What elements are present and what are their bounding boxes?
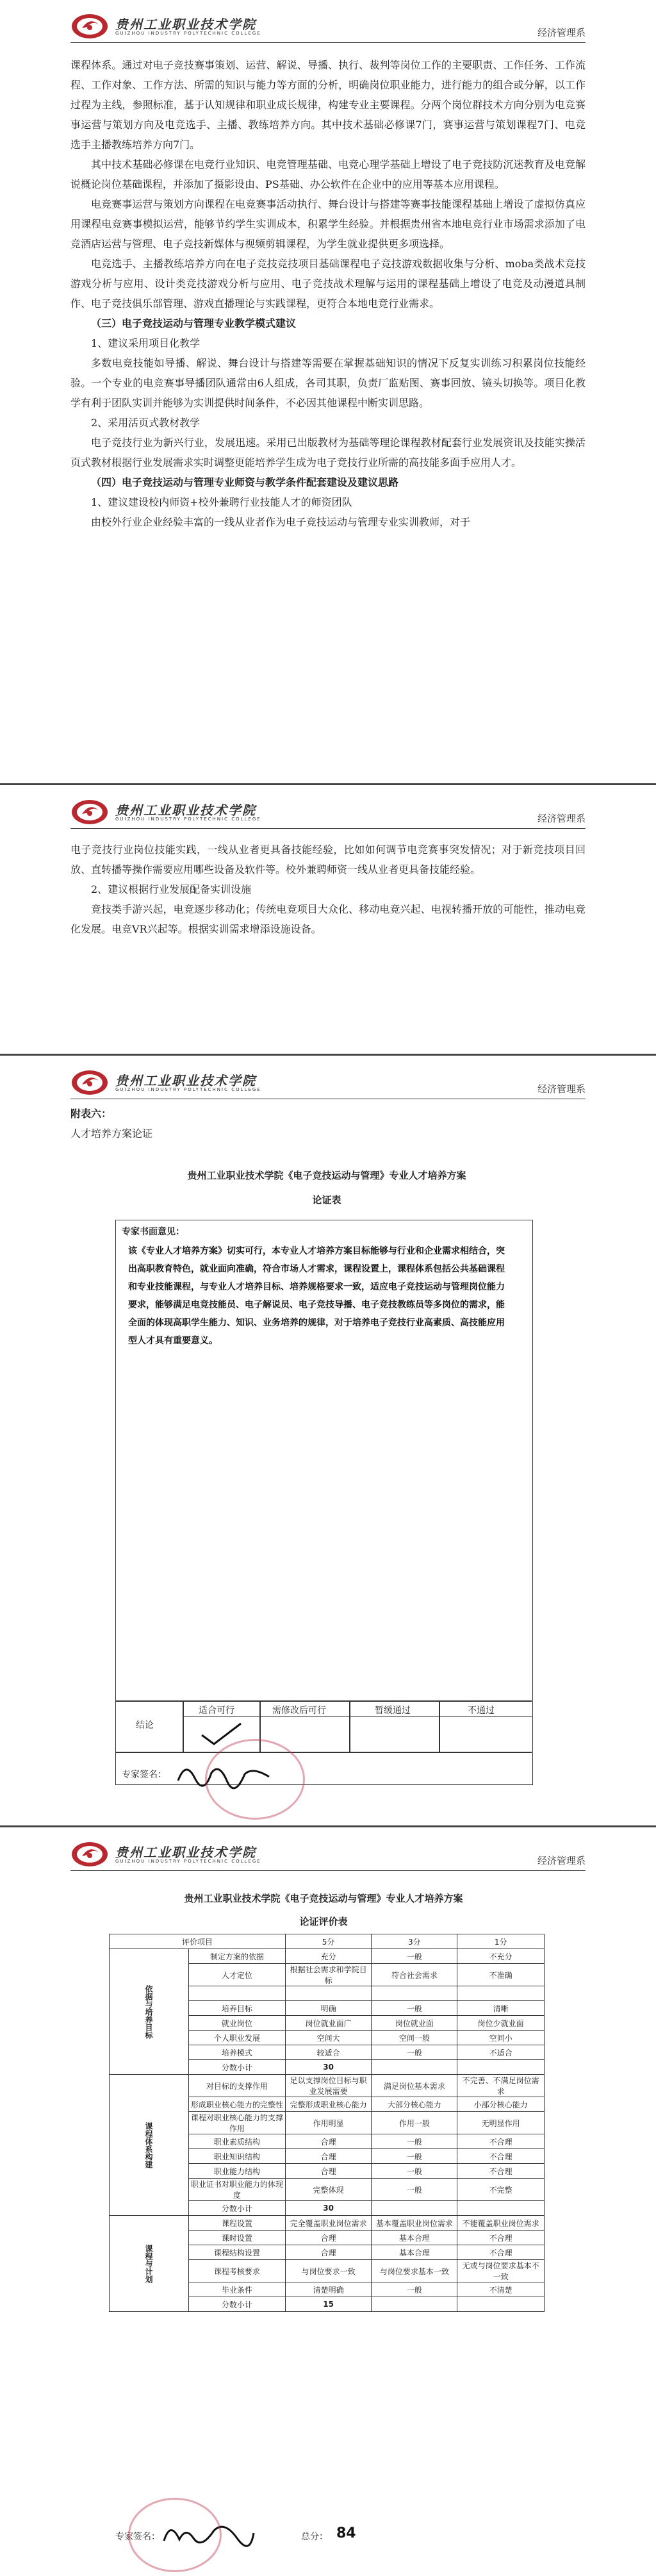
expert-sign-label: 专家签名：: [122, 1770, 167, 1780]
table-cell: 大部分核心能力: [372, 2097, 457, 2112]
table-cell: 课时设置: [189, 2231, 286, 2245]
item-heading: 2、采用活页式教材教学: [91, 417, 201, 429]
item-heading: 2、建议根据行业发展配备实训设施: [91, 883, 252, 895]
paragraph: 多数电竞技能如导播、解说、舞台设计与搭建等需要在掌握基础知识的情况下反复实训练习积累岗位技能经验。一个专业的电竞赛事导播团队通常由6人组成，各司其职，负责厂监贴图、赛事回放、镜头切换等。项目化教学有利于团队实训并能够为实训提供时间条件，不必因其他课程中断实训思路。: [70, 357, 586, 409]
table-cell: 人才定位: [189, 1964, 286, 1986]
table-cell: 不充分: [457, 1949, 545, 1964]
table-cell: 一般: [372, 2001, 457, 2016]
table-cell: [457, 2201, 545, 2216]
table-cell: 完全覆盖职业岗位需求: [285, 2216, 372, 2231]
row-divider: [115, 1700, 532, 1702]
table-cell: 合理: [285, 2164, 372, 2179]
table-cell: 作用一般: [372, 2112, 457, 2134]
section-heading: （四）电子竞技运动与管理专业师资与教学条件配套建设及建议思路: [91, 476, 399, 488]
table-cell: 不准确: [457, 1964, 545, 1986]
table-cell: 不清楚: [457, 2282, 545, 2297]
table-cell: 毕业条件: [189, 2282, 286, 2297]
form-title: 贵州工业职业技术学院《电子竞技运动与管理》专业人才培养方案: [184, 1893, 463, 1904]
item-heading: 1、建议建设校内师资+校外兼聘行业技能人才的师资团队: [91, 496, 352, 508]
school-name: 贵州工业职业技术学院: [115, 1845, 256, 1860]
table-cell: 不合理: [457, 2149, 545, 2164]
official-seal: [128, 2498, 222, 2572]
document-page-1: [0, 0, 656, 782]
table-cell: 基本合理: [372, 2245, 457, 2260]
option-postpone: 暂缓通过: [375, 1706, 411, 1716]
table-cell: 完整形成职业核心能力: [285, 2097, 372, 2112]
table-cell: 不合理: [457, 2245, 545, 2260]
page-body: [70, 840, 586, 939]
table-cell: 形成职业核心能力的完整性: [189, 2097, 286, 2112]
table-cell: 合理: [285, 2149, 372, 2164]
table-cell: 职业知识结构: [189, 2149, 286, 2164]
header-cell: 评价项目: [110, 1934, 286, 1949]
table-cell: 不完整: [457, 2179, 545, 2201]
department-label: 经济管理系: [537, 27, 586, 38]
table-cell: 课程考核要求: [189, 2260, 286, 2282]
table-cell: [372, 2201, 457, 2216]
table-cell: 清晰: [457, 2001, 545, 2016]
table-cell: 清楚明确: [285, 2282, 372, 2297]
department-label: 经济管理系: [537, 1855, 586, 1866]
table-cell: 不合理: [457, 2134, 545, 2149]
option-feasible: 适合可行: [199, 1706, 234, 1716]
table-cell: 与岗位要求一致: [285, 2260, 372, 2282]
table-cell: 岗位少就业面: [457, 2016, 545, 2031]
table-cell: 不能覆盖职业岗位需求: [457, 2216, 545, 2231]
table-cell: 合理: [285, 2245, 372, 2260]
col-divider: [183, 1700, 184, 1752]
header-cell: 1分: [457, 1934, 545, 1949]
school-name: 贵州工业职业技术学院: [115, 802, 256, 818]
form-title: 贵州工业职业技术学院《电子竞技运动与管理》专业人才培养方案: [187, 1170, 466, 1181]
total-score: 84: [336, 2525, 356, 2541]
table-cell: 岗位就业面: [372, 2016, 457, 2031]
table-cell: 职业素质结构: [189, 2134, 286, 2149]
paragraph: 竞技类手游兴起，电竞逐步移动化；传统电竞项目大众化、移动电竞兴起、电视转播开放的可能性，推动电竞化发展。电竞VR兴起等。根据实训需求增添设施设备。: [70, 903, 586, 935]
group-cell: 课程与计划: [110, 2216, 189, 2312]
paragraph: 课程体系。通过对电子竞技赛事策划、运营、解说、导播、执行、裁判等岗位工作的主要职责、工作任务、工作流程、工作对象、工作方法、所需的知识与能力等方面的分析，明确岗位职业能力，进行能力的组合或分解，以工作过程为主线，参照标准，基于认知规律和职业成长规律，构建专业主要课程。分两个岗位群技术方向分别为电竞赛事运营与策划方向及电竞选手、主播、教练培养方向。其中技术基础必修课7门，赛事运营与策划课程7门、电竞选手主播教练培养方向7门。: [70, 59, 586, 151]
option-reject: 不通过: [468, 1706, 495, 1716]
table-row: [110, 1949, 545, 1964]
page-body: [70, 1104, 586, 1143]
paragraph: 电子竞技行业为新兴行业，发展迅速。采用已出版教材为基础等理论课程教材配套行业发展资讯及技能实操活页式教材根据行业发展需求实时调整更能培养学生成为电子竞技行业所需的高技能多面手应用人才。: [70, 436, 586, 469]
header-cell: 3分: [372, 1934, 457, 1949]
table-cell: 较适合: [285, 2045, 372, 2060]
subtotal-label: 分数小计: [189, 2060, 286, 2075]
page-divider: [0, 783, 656, 785]
table-cell: 不完善、不满足岗位需求: [457, 2075, 545, 2097]
table-cell: 满足岗位基本需求: [372, 2075, 457, 2097]
table-header-row: [110, 1934, 545, 1949]
table-cell: 一般: [372, 2149, 457, 2164]
table-cell: 对目标的支撑作用: [189, 2075, 286, 2097]
table-cell: 足以支撑岗位目标与职业发展需要: [285, 2075, 372, 2097]
page-divider: [0, 1825, 656, 1827]
paragraph: 电竞选手、主播教练培养方向在电子竞技竞技项目基础课程电子竞技游戏数据收集与分析、moba类战术竞技游戏分析与应用、设计类竞技游戏分析与应用、电子竞技战术理解与运用的课程基础上增设了电竞及动漫道具制作、电子竞技俱乐部管理、游戏直播理论与实践课程，更符合本地电竞行业需求。: [70, 258, 586, 310]
paragraph: 由校外行业企业经验丰富的一线从业者作为电子竞技运动与管理专业实训教师，对于: [91, 516, 471, 528]
table-cell: 一般: [372, 2179, 457, 2201]
department-label: 经济管理系: [537, 813, 586, 824]
table-cell: 基本覆盖职业岗位需求: [372, 2216, 457, 2231]
section-heading: （三）电子竞技运动与管理专业教学模式建议: [91, 317, 297, 329]
table-cell: 与岗位要求基本一致: [372, 2260, 457, 2282]
school-name-en: GUIZHOU INDUSTRY POLYTECHNIC COLLEGE: [115, 817, 261, 822]
subtotal-label: 分数小计: [189, 2297, 286, 2312]
scanned-form: [102, 1162, 551, 1816]
table-cell: 无或与岗位要求基本不一致: [457, 2260, 545, 2282]
school-name-en: GUIZHOU INDUSTRY POLYTECHNIC COLLEGE: [115, 1087, 261, 1092]
page-header: [70, 796, 586, 829]
official-seal: [205, 1739, 305, 1820]
school-name: 贵州工业职业技术学院: [115, 1073, 256, 1088]
table-cell: 制定方案的依据: [189, 1949, 286, 1964]
table-cell: 职业证书对职业能力的体现度: [189, 2179, 286, 2201]
table-row: [110, 2075, 545, 2097]
school-logo-icon: [70, 1841, 109, 1868]
table-cell: 一般: [372, 2164, 457, 2179]
table-cell: [457, 2060, 545, 2075]
row-divider: [183, 1716, 532, 1717]
page-body: [70, 55, 586, 532]
table-cell: 职业能力结构: [189, 2164, 286, 2179]
school-logo-icon: [70, 13, 109, 40]
table-cell: [372, 1986, 457, 2001]
document-page-2: [0, 786, 656, 1055]
table-cell: 培养目标: [189, 2001, 286, 2016]
table-cell: 一般: [372, 1949, 457, 1964]
page-header: [70, 1838, 586, 1871]
table-cell: 不合理: [457, 2164, 545, 2179]
item-heading: 1、建议采用项目化教学: [91, 337, 201, 349]
table-cell: 课程对职业核心能力的支撑作用: [189, 2112, 286, 2134]
table-cell: [189, 1986, 286, 2001]
table-cell: 空间大: [285, 2031, 372, 2045]
table-cell: 一般: [372, 2134, 457, 2149]
paragraph: 电竞赛事运营与策划方向课程在电竞赛事活动执行、舞台设计与搭建等赛事技能课程基础上增设了虚拟仿真应用课程电竞赛事模拟运营，能够节约学生实训成本，积累学生经验。并根据贵州省本地电竞行业市场需求添加了电竞酒店运营与管理、电子竞技新媒体与视频剪辑课程，为学生就业提供更多项选择。: [70, 198, 586, 250]
table-cell: 基本合理: [372, 2231, 457, 2245]
school-name-en: GUIZHOU INDUSTRY POLYTECHNIC COLLEGE: [115, 1859, 261, 1864]
conclusion-label: 结论: [136, 1720, 154, 1731]
table-cell: 不适合: [457, 2045, 545, 2060]
table-cell: 个人职业发展: [189, 2031, 286, 2045]
table-cell: [372, 2297, 457, 2312]
table-cell: 充分: [285, 1949, 372, 1964]
table-cell: 小部分核心能力: [457, 2097, 545, 2112]
option-revise: 需修改后可行: [272, 1706, 326, 1716]
page-divider: [0, 1054, 656, 1056]
table-cell: 就业岗位: [189, 2016, 286, 2031]
school-logo-icon: [70, 799, 109, 826]
table-cell: 作用明显: [285, 2112, 372, 2134]
table-cell: 符合社会需求: [372, 1964, 457, 1986]
evaluation-table: [109, 1934, 545, 2312]
paragraph: 其中技术基础必修课在电竞行业知识、电竞管理基础、电竞心理学基础上增设了电子竞技防沉迷教育及电竞解说概论岗位基础课程，并添加了摄影设由、PS基础、办公软件在企业中的应用等基本应用课程。: [70, 158, 586, 190]
subtotal-value: 15: [285, 2297, 372, 2312]
subtotal-value: 30: [285, 2060, 372, 2075]
table-cell: 一般: [372, 2045, 457, 2060]
table-cell: 岗位就业面广: [285, 2016, 372, 2031]
document-page-3: [0, 1056, 656, 1825]
appendix-subtitle: 人才培养方案论证: [70, 1127, 153, 1140]
table-cell: 空间小: [457, 2031, 545, 2045]
table-cell: 课程设置: [189, 2216, 286, 2231]
table-cell: [285, 1986, 372, 2001]
department-label: 经济管理系: [537, 1083, 586, 1095]
col-divider: [349, 1700, 350, 1752]
school-name: 贵州工业职业技术学院: [115, 17, 256, 32]
table-cell: 一般: [372, 2282, 457, 2297]
row-divider: [115, 1752, 532, 1753]
form-subtitle: 论证评价表: [299, 1916, 348, 1927]
total-label: 总分：: [301, 2532, 328, 2542]
table-row: [110, 2216, 545, 2231]
school-name-en: GUIZHOU INDUSTRY POLYTECHNIC COLLEGE: [115, 31, 261, 36]
group-cell: 课程体系构建: [110, 2075, 189, 2216]
table-cell: 明确: [285, 2001, 372, 2016]
page-header: [70, 10, 586, 43]
table-cell: 完整体现: [285, 2179, 372, 2201]
expert-opinion-text: 该《专业人才培养方案》切实可行，本专业人才培养方案目标能够与行业和企业需求相结合，突出高职教育特色，就业面向准确，符合市场人才需求，课程设置上，课程体系包括公共基础课程和专业技能课程，与专业人才培养目标、培养规格要求一致，适应电子竞技运动与管理岗位能力要求，能够满足电竞技能员、电子解说员、电子竞技导播、电子竞技教练员等多岗位的需求，能全面的体现高职学生能力、知识、业务培养的规律，对于培养电子竞技行业高素质、高技能应用型人才具有重要意义。: [128, 1246, 505, 1346]
table-cell: [372, 2060, 457, 2075]
table-cell: [457, 1986, 545, 2001]
page-header: [70, 1067, 586, 1099]
subtotal-value: 30: [285, 2201, 372, 2216]
table-cell: 课程结构设置: [189, 2245, 286, 2260]
table-cell: 合理: [285, 2231, 372, 2245]
subtotal-label: 分数小计: [189, 2201, 286, 2216]
table-cell: 培养模式: [189, 2045, 286, 2060]
scanned-evaluation-form: [90, 1882, 557, 2568]
col-divider: [439, 1700, 440, 1752]
school-logo-icon: [70, 1069, 109, 1096]
opinion-label: 专家书面意见：: [122, 1227, 184, 1237]
appendix-title: 附表六：: [70, 1108, 112, 1120]
form-subtitle: 论证表: [312, 1194, 341, 1206]
table-cell: [457, 2297, 545, 2312]
table-cell: 空间一般: [372, 2031, 457, 2045]
table-cell: 无明显作用: [457, 2112, 545, 2134]
table-cell: 不合理: [457, 2231, 545, 2245]
group-cell: 依据与培养目标: [110, 1949, 189, 2075]
paragraph: 电子竞技行业岗位技能实践，一线从业者更具备技能经验，比如如何调节电竞赛事突发情况；对于新竞技项目回放、直转播等操作需要应用哪些设备及软件等。校外兼聘师资一线从业者更具备技能经验。: [70, 843, 586, 876]
expert-sign-label: 专家签名：: [115, 2532, 160, 2542]
table-cell: 合理: [285, 2134, 372, 2149]
table-cell: 根据社会需求和学院目标: [285, 1964, 372, 1986]
document-page-4: [0, 1828, 656, 2576]
header-cell: 5分: [285, 1934, 372, 1949]
